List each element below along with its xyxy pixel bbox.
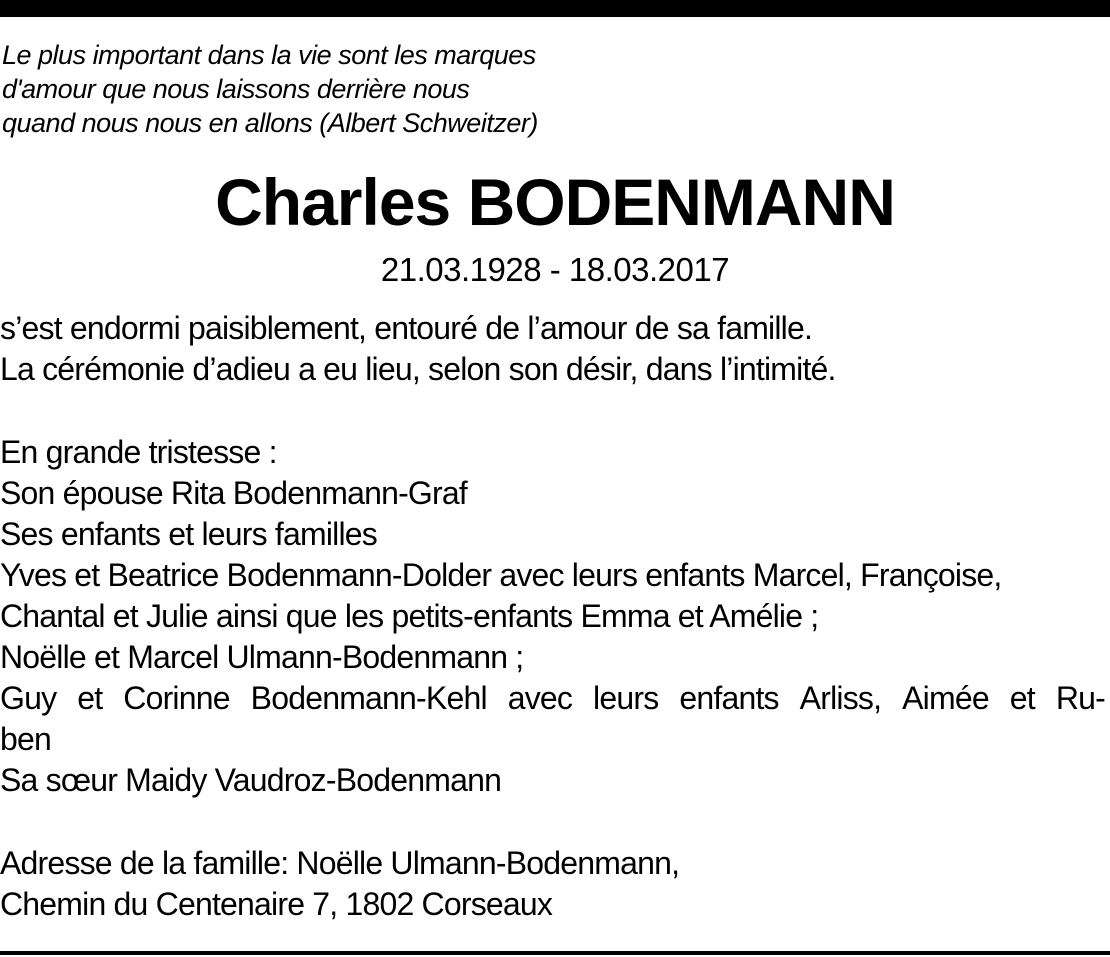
- family-heading: En grande tristesse :: [0, 434, 277, 470]
- quote-line: quand nous nous en allons (Albert Schweitzer): [2, 108, 538, 138]
- top-border-rule: [0, 0, 1110, 17]
- word: Ru-: [1055, 680, 1105, 716]
- family-address: [0, 843, 679, 925]
- quote-line: Le plus important dans la vie sont les marques: [2, 40, 536, 70]
- announcement-text: [0, 308, 836, 390]
- family-line: ben: [0, 721, 51, 757]
- word: et: [1009, 680, 1035, 716]
- word: et: [77, 680, 103, 716]
- bottom-border-rule: [0, 951, 1110, 955]
- word: Corinne: [123, 680, 230, 716]
- family-line: Yves et Beatrice Bodenmann-Dolder avec leurs enfants Marcel, Françoise,: [0, 557, 1002, 593]
- sister-line: Sa sœur Maidy Vaudroz-Bodenmann: [0, 762, 502, 798]
- word: enfants: [679, 680, 779, 716]
- announcement-line: s’est endormi paisiblement, entouré de l’amour de sa famille.: [0, 310, 813, 346]
- family-line: Ses enfants et leurs familles: [0, 516, 377, 552]
- word: Guy: [0, 680, 57, 716]
- announcement-line: La cérémonie d’adieu a eu lieu, selon son désir, dans l’intimité.: [0, 351, 836, 387]
- word: leurs: [593, 680, 659, 716]
- word: Arliss,: [799, 680, 882, 716]
- address-line: Chemin du Centenaire 7, 1802 Corseaux: [0, 886, 553, 922]
- deceased-name: Charles BODENMANN: [215, 165, 895, 239]
- family-line-justified: [0, 678, 1105, 719]
- family-list: [0, 432, 1105, 801]
- address-line: Adresse de la famille: Noëlle Ulmann-Bodenmann,: [0, 845, 680, 881]
- quote-line: d'amour que nous laissons derrière nous: [2, 74, 470, 104]
- family-line: Son épouse Rita Bodenmann-Graf: [0, 475, 467, 511]
- word: avec: [507, 680, 573, 716]
- life-dates: 21.03.1928 - 18.03.2017: [380, 251, 730, 288]
- word: Aimée: [902, 680, 989, 716]
- family-line: Chantal et Julie ainsi que les petits-enfants Emma et Amélie ;: [0, 598, 819, 634]
- family-line: Noëlle et Marcel Ulmann-Bodenmann ;: [0, 639, 524, 675]
- word: Bodenmann-Kehl: [250, 680, 487, 716]
- epigraph-quote: [2, 38, 538, 140]
